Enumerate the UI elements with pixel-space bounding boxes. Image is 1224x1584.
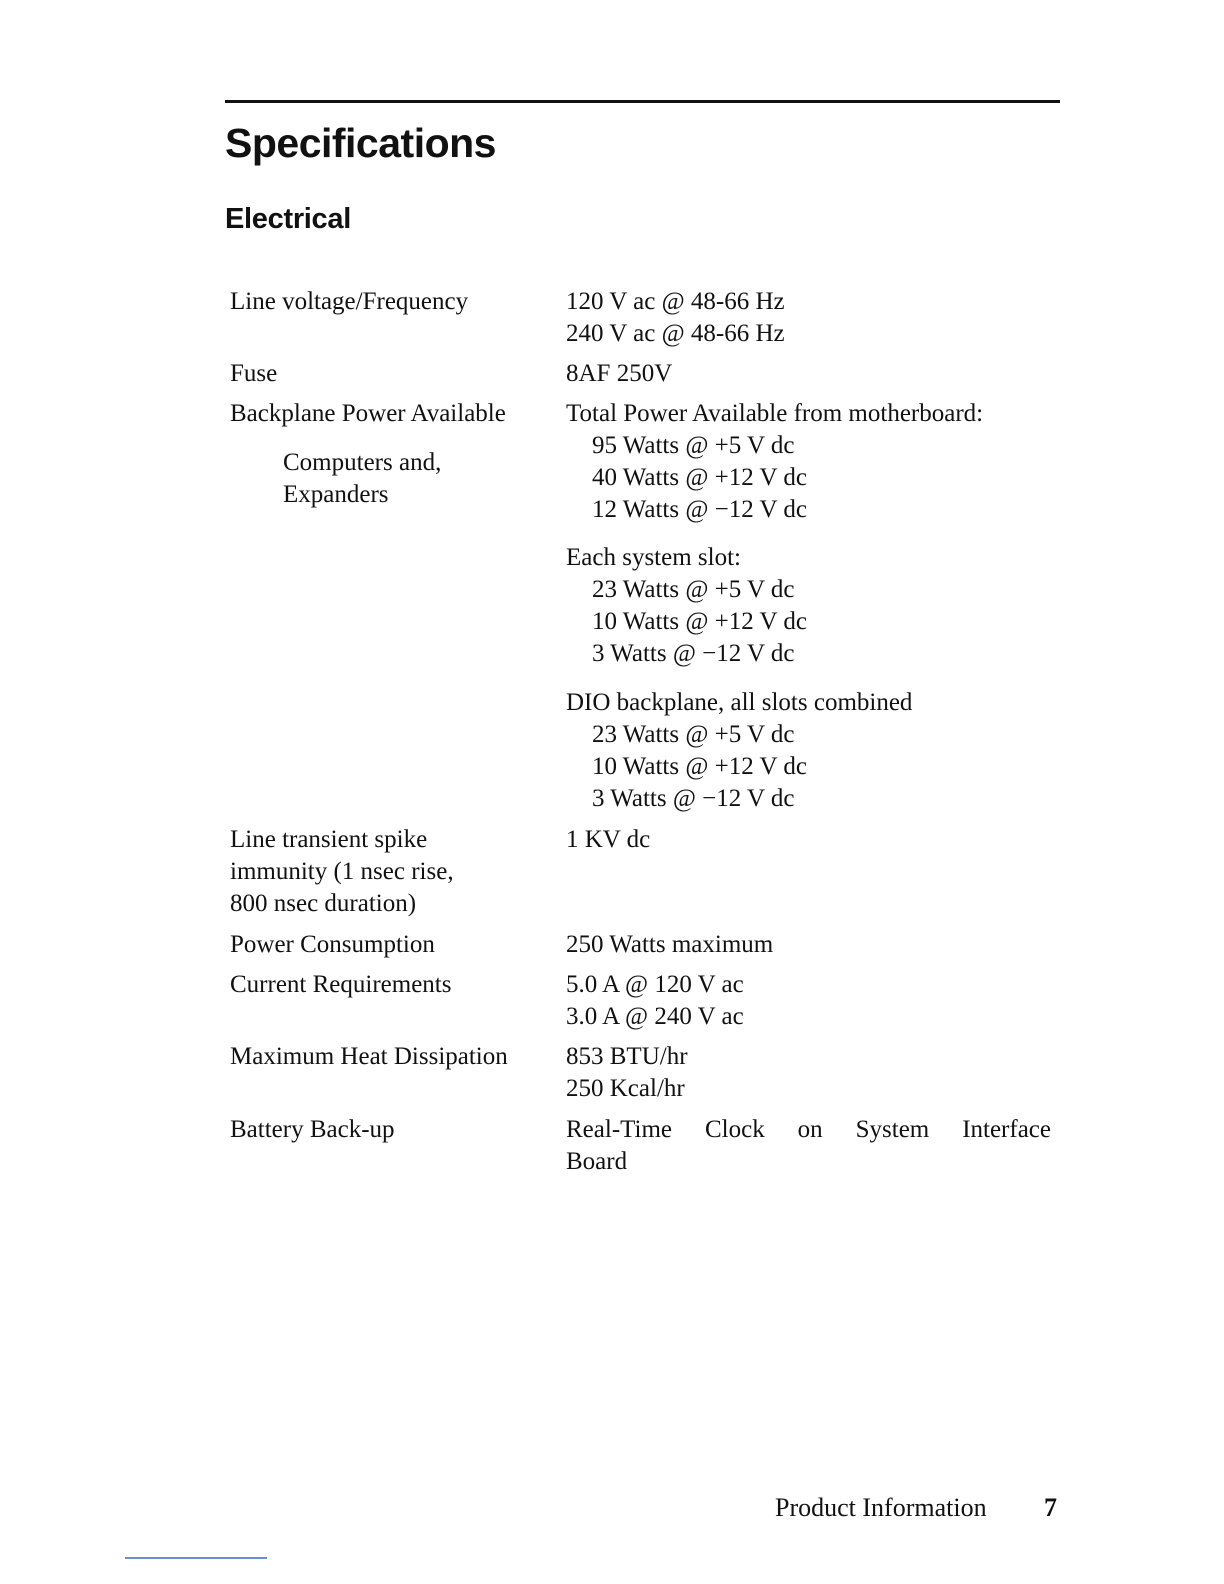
spec-label-backplane: Backplane Power Available [230,400,506,427]
page-title: Specifications [225,120,496,166]
spec-value-battery-2: Board [566,1148,628,1175]
backplane-dio-heading: DIO backplane, all slots combined [566,689,913,716]
backplane-slot-line: 23 Watts @ +5 V dc [592,576,795,603]
spec-value-spike: 1 KV dc [566,826,651,853]
backplane-slot-line: 3 Watts @ −12 V dc [592,640,795,667]
spec-value-battery-1 [566,1114,1051,1146]
battery-word: System [855,1116,930,1143]
spec-label-heat: Maximum Heat Dissipation [230,1043,508,1070]
footer-section-title: Product Information [775,1493,987,1522]
spec-value-line-voltage-2: 240 V ac @ 48-66 Hz [566,320,785,347]
backplane-dio-line: 3 Watts @ −12 V dc [592,785,795,812]
spec-value-line-voltage-1: 120 V ac @ 48-66 Hz [566,288,785,315]
spec-label-spike-2: immunity (1 nsec rise, [230,858,454,885]
backplane-slot-line: 10 Watts @ +12 V dc [592,608,807,635]
battery-word: Interface [962,1116,1051,1143]
battery-word: on [797,1116,823,1143]
bottom-edge-mark [125,1557,267,1559]
spec-label-spike-3: 800 nsec duration) [230,890,417,917]
spec-value-heat-1: 853 BTU/hr [566,1043,688,1070]
spec-label-battery: Battery Back-up [230,1116,395,1143]
spec-value-power: 250 Watts maximum [566,931,774,958]
spec-value-heat-2: 250 Kcal/hr [566,1075,685,1102]
spec-label-line-voltage: Line voltage/Frequency [230,288,469,315]
backplane-slot-heading: Each system slot: [566,544,741,571]
backplane-dio-line: 10 Watts @ +12 V dc [592,753,807,780]
spec-value-fuse: 8AF 250V [566,360,673,387]
spec-value-current-1: 5.0 A @ 120 V ac [566,971,744,998]
spec-label-power: Power Consumption [230,931,435,958]
backplane-total-line: 95 Watts @ +5 V dc [592,432,795,459]
spec-label-fuse: Fuse [230,360,278,387]
spec-sublabel-computers: Computers and, [283,449,442,476]
backplane-total-line: 40 Watts @ +12 V dc [592,464,807,491]
page-number: 7 [1044,1493,1057,1522]
spec-label-current: Current Requirements [230,971,452,998]
spec-sublabel-expanders: Expanders [283,481,389,508]
spec-value-current-2: 3.0 A @ 240 V ac [566,1003,744,1030]
backplane-total-line: 12 Watts @ −12 V dc [592,496,807,523]
top-rule [225,100,1060,103]
section-heading: Electrical [225,203,351,235]
battery-word: Real-Time [566,1116,673,1143]
spec-label-spike-1: Line transient spike [230,826,428,853]
backplane-total-heading: Total Power Available from motherboard: [566,400,984,427]
backplane-dio-line: 23 Watts @ +5 V dc [592,721,795,748]
battery-word: Clock [704,1116,765,1143]
